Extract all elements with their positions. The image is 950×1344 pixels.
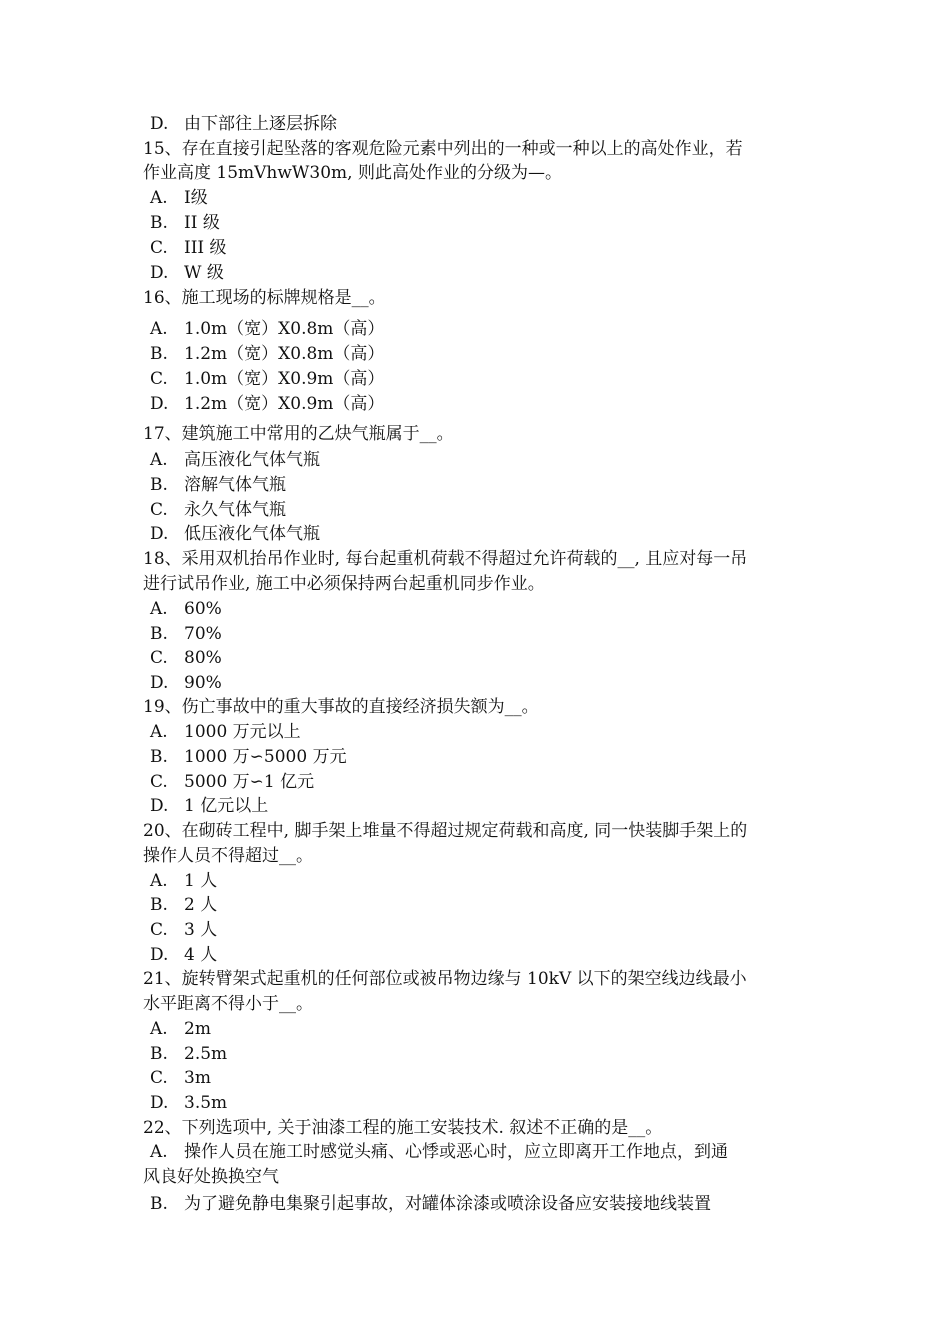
option-letter: A. xyxy=(150,1142,168,1162)
question-line: 水平距离不得小于__。 xyxy=(143,994,313,1014)
option-text: 操作人员在施工时感觉头痛、心悸或恶心时，应立即离开工作地点，到通 xyxy=(184,1142,728,1162)
option-text: 90% xyxy=(184,673,222,693)
option-line xyxy=(150,393,384,415)
option-line xyxy=(150,1092,227,1114)
option-text: 1000 万∽5000 万元 xyxy=(184,747,347,767)
option-letter: D. xyxy=(150,796,169,816)
option-text: 80% xyxy=(184,648,222,668)
option-line xyxy=(150,1067,211,1089)
option-letter: A. xyxy=(150,871,168,891)
question-line: 进行试吊作业, 施工中必须保持两台起重机同步作业。 xyxy=(143,574,545,594)
option-line xyxy=(150,318,384,340)
option-letter: A. xyxy=(150,450,168,470)
option-letter: B. xyxy=(150,624,168,644)
option-line xyxy=(150,343,384,365)
question-line: 18、采用双机抬吊作业时, 每台起重机荷载不得超过允许荷载的__, 且应对每一吊 xyxy=(143,549,748,569)
question-line: 19、伤亡事故中的重大事故的直接经济损失额为__。 xyxy=(143,697,539,717)
question-line: 17、建筑施工中常用的乙炔气瓶属于__。 xyxy=(143,424,454,444)
option-line xyxy=(150,944,217,966)
option-text: 2 人 xyxy=(184,895,218,915)
option-letter: C. xyxy=(150,772,168,792)
option-text: 为了避免静电集聚引起事故，对罐体涂漆或喷涂设备应安装接地线装置 xyxy=(184,1194,711,1214)
option-letter: C. xyxy=(150,500,168,520)
option-text: 1 人 xyxy=(184,871,218,891)
option-letter: A. xyxy=(150,1019,168,1039)
option-letter: B. xyxy=(150,1194,168,1214)
option-line xyxy=(150,647,222,669)
option-line xyxy=(150,623,222,645)
option-letter: D. xyxy=(150,263,169,283)
option-text: III 级 xyxy=(184,238,227,258)
option-text: 70% xyxy=(184,624,222,644)
option-letter: B. xyxy=(150,1044,168,1064)
option-letter: D. xyxy=(150,394,169,414)
option-text: 3.5m xyxy=(184,1093,228,1113)
option-text: 2.5m xyxy=(184,1044,228,1064)
option-line xyxy=(150,795,268,817)
option-line xyxy=(150,262,224,284)
option-line xyxy=(150,746,347,768)
option-line xyxy=(150,1043,227,1065)
option-letter: A. xyxy=(150,599,168,619)
option-line xyxy=(150,474,286,496)
option-letter: A. xyxy=(150,722,168,742)
option-text: 2m xyxy=(184,1019,211,1039)
option-letter: C. xyxy=(150,648,168,668)
question-line: 20、在砌砖工程中, 脚手架上堆量不得超过规定荷载和高度, 同一快装脚手架上的 xyxy=(143,821,748,841)
option-text: 由下部往上逐层拆除 xyxy=(184,114,337,134)
option-letter: B. xyxy=(150,747,168,767)
question-line: 15、存在直接引起坠落的客观危险元素中列出的一种或一种以上的高处作业，若 xyxy=(143,139,743,159)
option-line xyxy=(150,1141,728,1163)
option-text: 1.2m（宽）X0.8m（高） xyxy=(184,344,385,364)
option-letter: B. xyxy=(150,895,168,915)
option-text: 溶解气体气瓶 xyxy=(184,475,286,495)
option-text: 3m xyxy=(184,1068,211,1088)
question-line: 21、旋转臂架式起重机的任何部位或被吊物边缘与 10kV 以下的架空线边线最小 xyxy=(143,969,747,989)
option-letter: D. xyxy=(150,673,169,693)
option-letter: D. xyxy=(150,114,169,134)
option-letter: D. xyxy=(150,1093,169,1113)
option-letter: C. xyxy=(150,369,168,389)
option-line xyxy=(150,598,222,620)
option-letter: D. xyxy=(150,945,169,965)
option-text: 1000 万元以上 xyxy=(184,722,301,742)
option-line xyxy=(150,523,320,545)
option-line xyxy=(150,672,222,694)
option-text: II 级 xyxy=(184,213,220,233)
option-letter: C. xyxy=(150,920,168,940)
option-text: W 级 xyxy=(184,263,224,283)
option-text: 3 人 xyxy=(184,920,218,940)
option-line xyxy=(150,771,314,793)
option-text: 1.0m（宽）X0.8m（高） xyxy=(184,319,385,339)
option-text: Ⅰ级 xyxy=(184,188,208,208)
question-line: 风良好处换换空气 xyxy=(143,1167,279,1187)
option-letter: B. xyxy=(150,213,168,233)
option-letter: C. xyxy=(150,238,168,258)
option-line xyxy=(150,368,384,390)
option-text: 60% xyxy=(184,599,222,619)
option-text: 1 亿元以上 xyxy=(184,796,269,816)
option-line xyxy=(150,1018,211,1040)
option-line xyxy=(150,1193,711,1215)
question-line: 作业高度 15mVhwW30m, 则此高处作业的分级为—。 xyxy=(143,163,562,183)
option-text: 1.0m（宽）X0.9m（高） xyxy=(184,369,385,389)
option-line xyxy=(150,499,286,521)
option-text: 低压液化气体气瓶 xyxy=(184,524,320,544)
option-letter: B. xyxy=(150,344,168,364)
option-line xyxy=(150,449,320,471)
option-line xyxy=(150,894,217,916)
option-line xyxy=(150,237,227,259)
question-line: 22、下列选项中, 关于油漆工程的施工安装技术. 叙述不正确的是__。 xyxy=(143,1118,663,1138)
option-letter: C. xyxy=(150,1068,168,1088)
option-letter: B. xyxy=(150,475,168,495)
option-text: 5000 万∽1 亿元 xyxy=(184,772,315,792)
option-line xyxy=(150,919,217,941)
option-text: 永久气体气瓶 xyxy=(184,500,286,520)
option-line xyxy=(150,113,337,135)
option-line xyxy=(150,187,208,209)
option-text: 1.2m（宽）X0.9m（高） xyxy=(184,394,385,414)
option-letter: D. xyxy=(150,524,169,544)
option-line xyxy=(150,870,217,892)
question-line: 操作人员不得超过__。 xyxy=(143,846,313,866)
option-letter: A. xyxy=(150,188,168,208)
option-letter: A. xyxy=(150,319,168,339)
option-line xyxy=(150,212,220,234)
option-text: 4 人 xyxy=(184,945,218,965)
question-line: 16、施工现场的标牌规格是__。 xyxy=(143,288,386,308)
option-text: 高压液化气体气瓶 xyxy=(184,450,320,470)
option-line xyxy=(150,721,301,743)
